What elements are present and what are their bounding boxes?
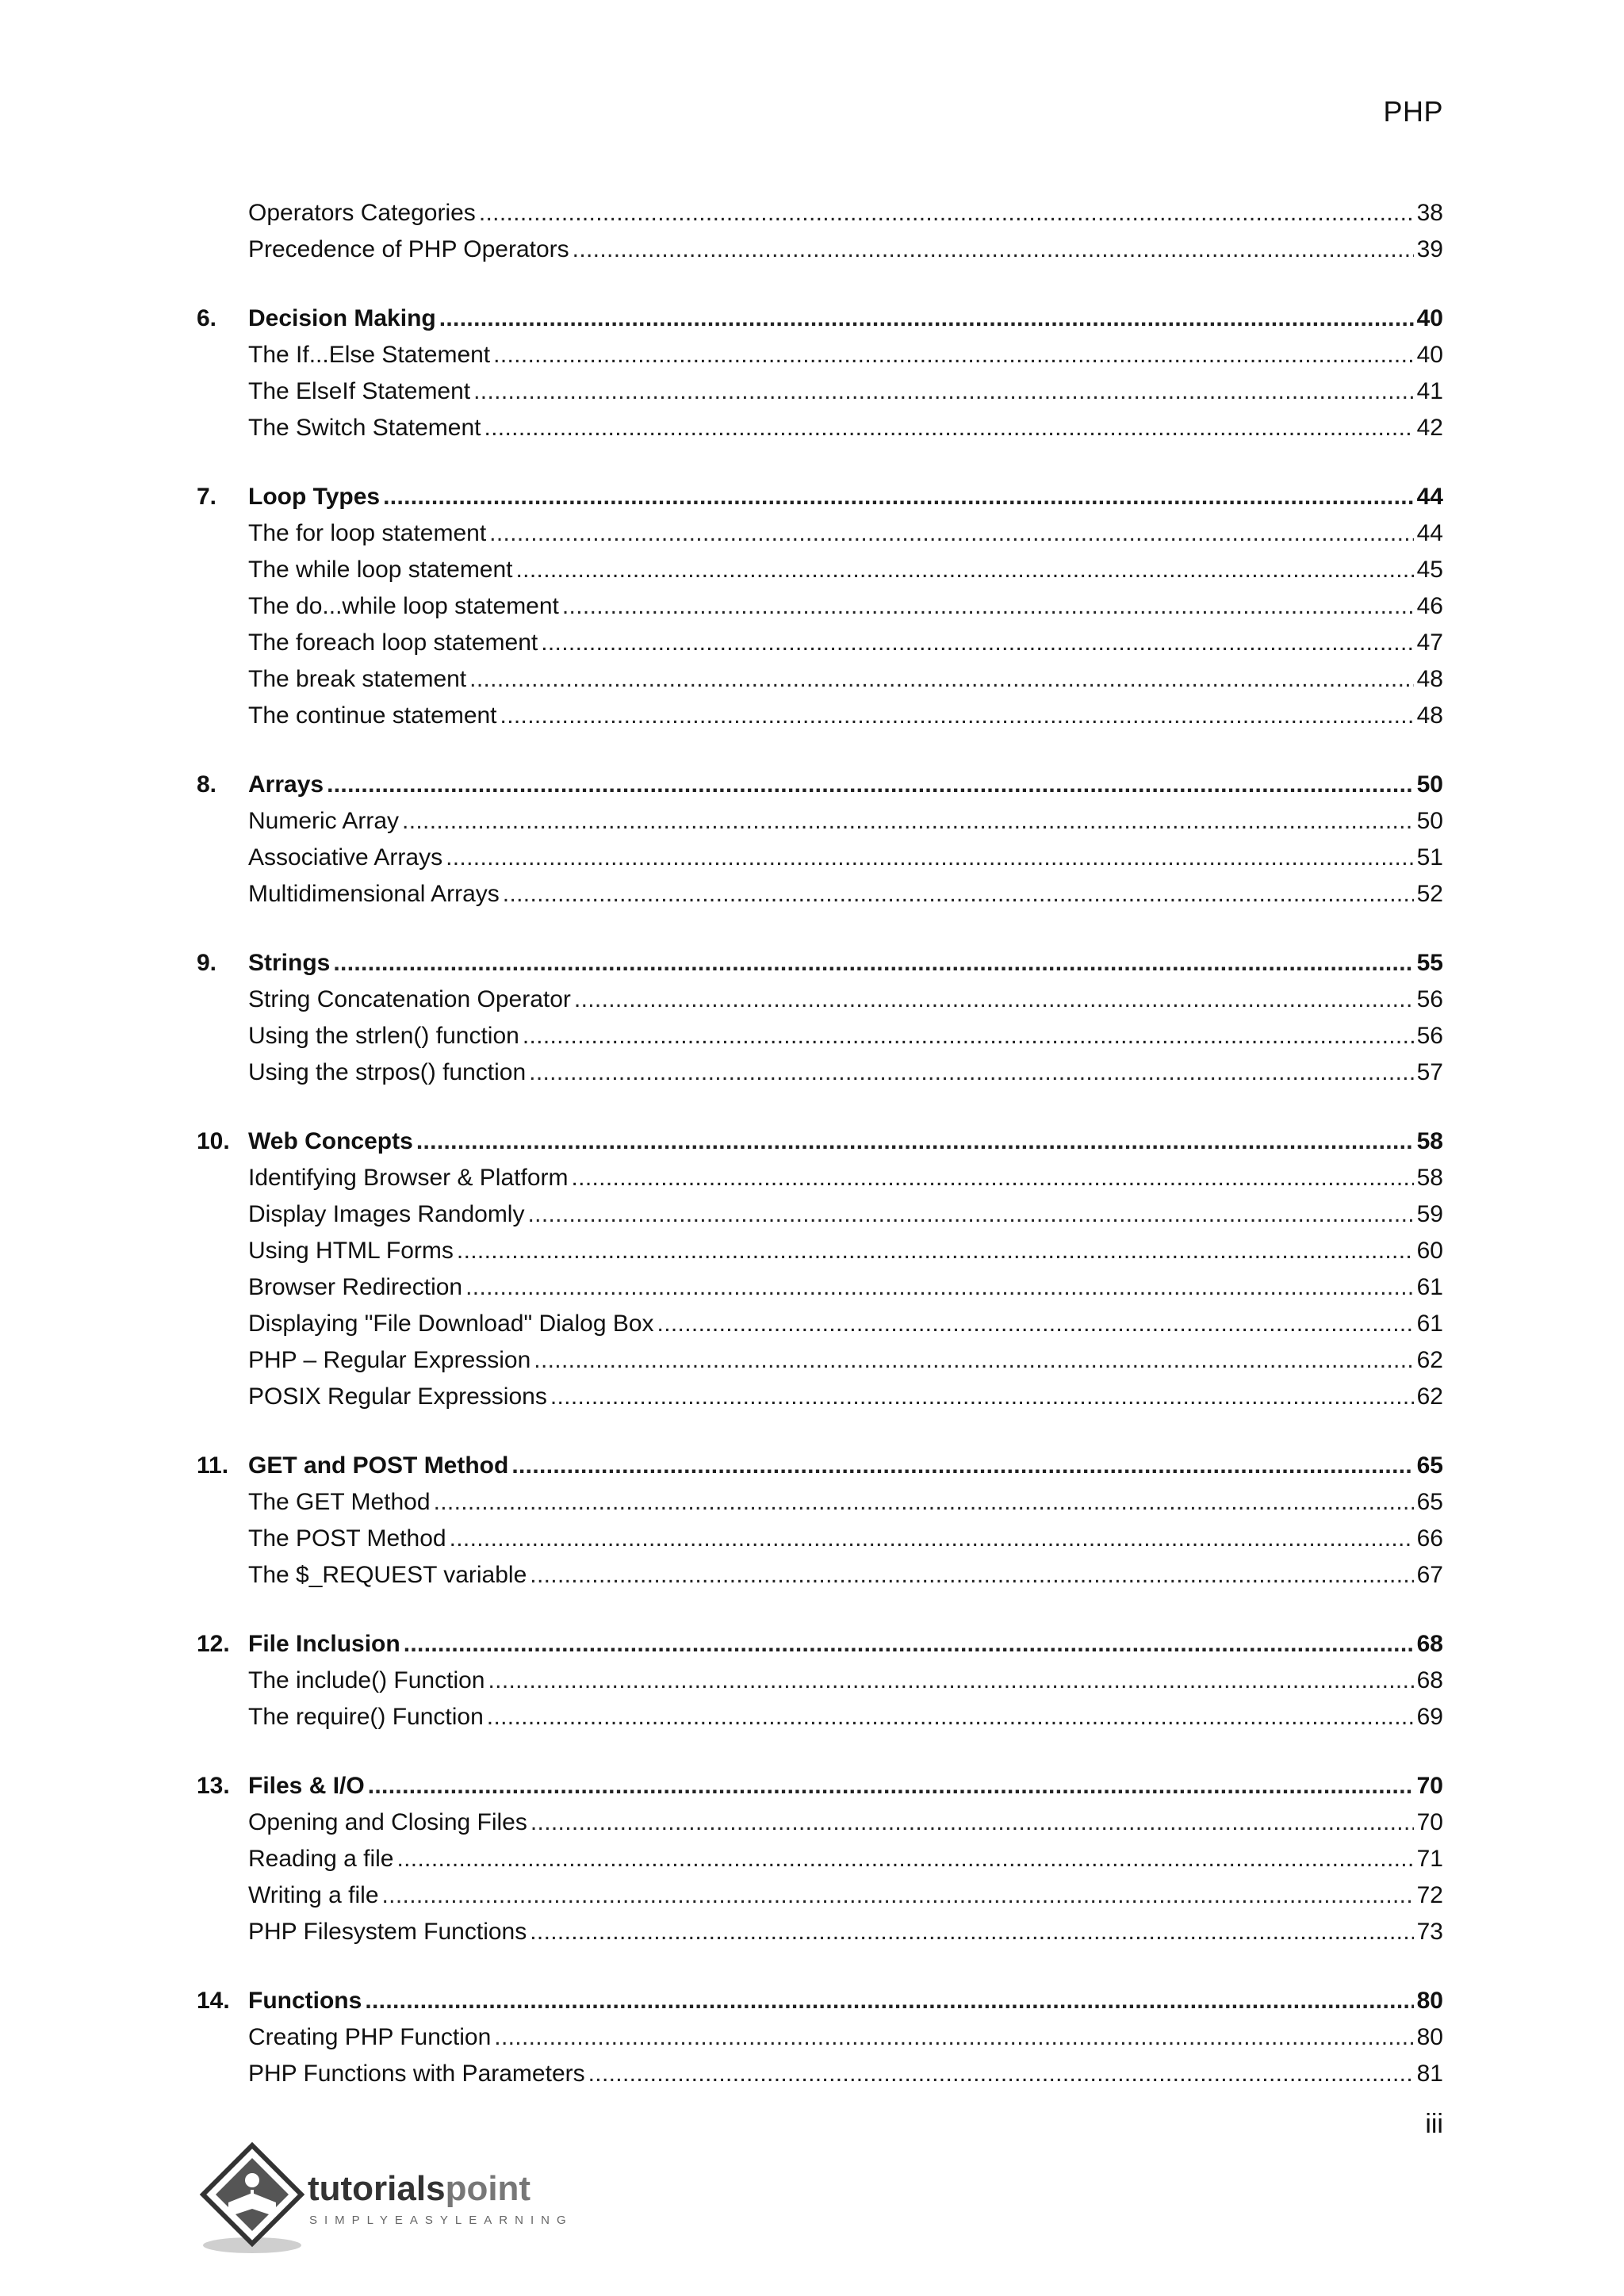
entry-title: Displaying "File Download" Dialog Box: [248, 1311, 654, 1337]
entry-title: Using HTML Forms: [248, 1238, 454, 1264]
dot-leader: [488, 1663, 1413, 1699]
dot-leader: [439, 300, 1414, 337]
entry-title: Using the strpos() function: [248, 1059, 527, 1085]
dot-leader: [402, 803, 1414, 840]
entry-title: Operators Categories: [248, 200, 476, 226]
toc-section-entry[interactable]: [197, 1877, 1443, 1914]
dot-leader: [530, 1804, 1414, 1841]
entry-page-number: 58: [1416, 1165, 1443, 1191]
toc-section-entry[interactable]: [197, 1306, 1443, 1342]
tutorialspoint-logo: [197, 2141, 609, 2260]
toc-section-entry[interactable]: [197, 1054, 1443, 1091]
dot-leader: [550, 1379, 1414, 1415]
entry-page-number: 52: [1416, 881, 1443, 907]
section-gap: [197, 1415, 1443, 1448]
section-gap: [197, 446, 1443, 479]
entry-title: String Concatenation Operator: [248, 986, 571, 1012]
entry-title: The for loop statement: [248, 520, 487, 546]
running-header: PHP: [1383, 95, 1443, 128]
dot-leader: [434, 1484, 1414, 1521]
entry-title: Writing a file: [248, 1882, 379, 1908]
entry-page-number: 55: [1416, 950, 1443, 976]
toc-section-entry[interactable]: [197, 195, 1443, 232]
entry-page-number: 60: [1416, 1238, 1443, 1264]
dot-leader: [500, 698, 1414, 734]
entry-page-number: 39: [1416, 236, 1443, 262]
chapter-number: 14.: [197, 1988, 230, 2014]
toc-section-entry[interactable]: [197, 661, 1443, 698]
entry-title: Opening and Closing Files: [248, 1809, 527, 1835]
dot-leader: [365, 1983, 1413, 2019]
dot-leader: [484, 410, 1413, 446]
dot-leader: [383, 479, 1414, 515]
entry-title: GET and POST Method: [248, 1452, 509, 1479]
entry-page-number: 48: [1416, 666, 1443, 692]
entry-title: Multidimensional Arrays: [248, 881, 500, 907]
entry-page-number: 68: [1416, 1631, 1443, 1657]
toc-section-entry[interactable]: [197, 515, 1443, 552]
entry-page-number: 47: [1416, 629, 1443, 656]
toc-chapter-entry[interactable]: [197, 945, 1443, 982]
entry-page-number: 45: [1416, 557, 1443, 583]
entry-page-number: 71: [1416, 1846, 1443, 1872]
toc-section-entry[interactable]: [197, 625, 1443, 661]
toc-section-entry[interactable]: [197, 1804, 1443, 1841]
dot-leader: [396, 1841, 1413, 1877]
entry-title: The GET Method: [248, 1489, 431, 1515]
entry-page-number: 65: [1416, 1452, 1443, 1479]
toc-section-entry[interactable]: [197, 1484, 1443, 1521]
entry-title: Files & I/O: [248, 1773, 365, 1799]
toc-section-entry[interactable]: [197, 876, 1443, 913]
chapter-number: 8.: [197, 771, 217, 798]
entry-page-number: 80: [1416, 1988, 1443, 2014]
toc-section-entry[interactable]: [197, 1841, 1443, 1877]
entry-title: The Switch Statement: [248, 415, 481, 441]
entry-title: The do...while loop statement: [248, 593, 559, 619]
entry-page-number: 80: [1416, 2024, 1443, 2050]
dot-leader: [529, 1054, 1413, 1091]
dot-leader: [489, 515, 1413, 552]
toc-chapter-entry[interactable]: [197, 479, 1443, 515]
entry-page-number: 51: [1416, 844, 1443, 871]
entry-page-number: 57: [1416, 1059, 1443, 1085]
toc-chapter-entry[interactable]: [197, 300, 1443, 337]
dot-leader: [503, 876, 1414, 913]
toc-section-entry[interactable]: [197, 1018, 1443, 1054]
entry-title: Reading a file: [248, 1846, 394, 1872]
entry-page-number: 59: [1416, 1201, 1443, 1227]
chapter-number: 11.: [197, 1452, 229, 1479]
entry-page-number: 50: [1416, 771, 1443, 798]
entry-title: Browser Redirection: [248, 1274, 463, 1300]
dot-leader: [404, 1626, 1414, 1663]
toc-section-entry[interactable]: [197, 552, 1443, 588]
logo-text-tutorials: tutorials: [308, 2169, 446, 2208]
entry-page-number: 81: [1416, 2061, 1443, 2087]
dot-leader: [572, 1160, 1414, 1196]
toc-section-entry[interactable]: [197, 1233, 1443, 1269]
toc-section-entry[interactable]: [197, 1521, 1443, 1557]
entry-title: Functions: [248, 1988, 362, 2014]
entry-title: Numeric Array: [248, 808, 400, 834]
dot-leader: [657, 1306, 1414, 1342]
table-of-contents: [197, 195, 1443, 2092]
entry-page-number: 67: [1416, 1562, 1443, 1588]
logo-wordmark: [308, 2169, 530, 2209]
toc-section-entry[interactable]: [197, 232, 1443, 268]
entry-page-number: 50: [1416, 808, 1443, 834]
entry-page-number: 48: [1416, 702, 1443, 729]
toc-section-entry[interactable]: [197, 1557, 1443, 1594]
entry-title: Creating PHP Function: [248, 2024, 492, 2050]
dot-leader: [541, 625, 1413, 661]
toc-chapter-entry[interactable]: [197, 1448, 1443, 1484]
entry-page-number: 61: [1416, 1274, 1443, 1300]
entry-title: PHP Filesystem Functions: [248, 1919, 527, 1945]
entry-page-number: 69: [1416, 1704, 1443, 1730]
toc-section-entry[interactable]: [197, 840, 1443, 876]
toc-section-entry[interactable]: [197, 373, 1443, 410]
entry-title: Arrays: [248, 771, 324, 798]
chapter-number: 13.: [197, 1773, 230, 1799]
entry-page-number: 40: [1416, 305, 1443, 331]
entry-page-number: 62: [1416, 1347, 1443, 1373]
entry-title: The POST Method: [248, 1525, 446, 1552]
dot-leader: [516, 552, 1414, 588]
entry-title: Identifying Browser & Platform: [248, 1165, 569, 1191]
page-number: iii: [1425, 2109, 1443, 2139]
entry-page-number: 42: [1416, 415, 1443, 441]
toc-section-entry[interactable]: [197, 1699, 1443, 1735]
chapter-number: 6.: [197, 305, 217, 331]
dot-leader: [573, 232, 1414, 268]
entry-title: PHP – Regular Expression: [248, 1347, 531, 1373]
dot-leader: [511, 1448, 1413, 1484]
section-gap: [197, 1735, 1443, 1768]
entry-page-number: 72: [1416, 1882, 1443, 1908]
toc-chapter-entry[interactable]: [197, 1768, 1443, 1804]
dot-leader: [382, 1877, 1414, 1914]
chapter-number: 10.: [197, 1128, 230, 1154]
entry-title: The If...Else Statement: [248, 342, 491, 368]
toc-chapter-entry[interactable]: [197, 1626, 1443, 1663]
toc-chapter-entry[interactable]: [197, 1983, 1443, 2019]
dot-leader: [530, 1557, 1413, 1594]
entry-page-number: 40: [1416, 342, 1443, 368]
entry-page-number: 73: [1416, 1919, 1443, 1945]
entry-title: Web Concepts: [248, 1128, 413, 1154]
toc-section-entry[interactable]: [197, 803, 1443, 840]
dot-leader: [574, 982, 1414, 1018]
toc-section-entry[interactable]: [197, 2019, 1443, 2056]
entry-page-number: 58: [1416, 1128, 1443, 1154]
entry-page-number: 44: [1416, 484, 1443, 510]
dot-leader: [523, 1018, 1414, 1054]
entry-title: The include() Function: [248, 1667, 485, 1693]
entry-page-number: 70: [1416, 1773, 1443, 1799]
entry-title: Strings: [248, 950, 331, 976]
dot-leader: [446, 840, 1414, 876]
section-gap: [197, 1594, 1443, 1626]
logo-emblem-icon: [197, 2141, 308, 2260]
section-gap: [197, 913, 1443, 945]
dot-leader: [416, 1123, 1414, 1160]
section-gap: [197, 268, 1443, 300]
chapter-number: 7.: [197, 484, 217, 510]
entry-title: Using the strlen() function: [248, 1023, 519, 1049]
entry-title: Display Images Randomly: [248, 1201, 525, 1227]
entry-page-number: 70: [1416, 1809, 1443, 1835]
toc-section-entry[interactable]: [197, 1379, 1443, 1415]
dot-leader: [534, 1342, 1413, 1379]
logo-tagline: SIMPLYEASYLEARNING: [309, 2214, 573, 2227]
toc-section-entry[interactable]: [197, 1663, 1443, 1699]
dot-leader: [588, 2056, 1414, 2092]
toc-section-entry[interactable]: [197, 1342, 1443, 1379]
entry-title: The ElseIf Statement: [248, 378, 471, 404]
entry-title: The continue statement: [248, 702, 497, 729]
entry-page-number: 41: [1416, 378, 1443, 404]
dot-leader: [527, 1196, 1413, 1233]
entry-title: Precedence of PHP Operators: [248, 236, 569, 262]
dot-leader: [562, 588, 1414, 625]
toc-section-entry[interactable]: [197, 410, 1443, 446]
entry-title: The foreach loop statement: [248, 629, 538, 656]
entry-page-number: 65: [1416, 1489, 1443, 1515]
entry-title: The $_REQUEST variable: [248, 1562, 527, 1588]
chapter-number: 9.: [197, 950, 217, 976]
dot-leader: [479, 195, 1414, 232]
entry-title: Decision Making: [248, 305, 436, 331]
dot-leader: [333, 945, 1413, 982]
dot-leader: [465, 1269, 1414, 1306]
entry-page-number: 46: [1416, 593, 1443, 619]
toc-section-entry[interactable]: [197, 1160, 1443, 1196]
chapter-number: 12.: [197, 1631, 230, 1657]
dot-leader: [494, 2019, 1413, 2056]
toc-section-entry[interactable]: [197, 982, 1443, 1018]
entry-page-number: 68: [1416, 1667, 1443, 1693]
entry-title: The while loop statement: [248, 557, 513, 583]
section-gap: [197, 734, 1443, 767]
section-gap: [197, 1091, 1443, 1123]
toc-section-entry[interactable]: [197, 337, 1443, 373]
entry-title: The break statement: [248, 666, 467, 692]
entry-title: PHP Functions with Parameters: [248, 2061, 585, 2087]
dot-leader: [327, 767, 1414, 803]
toc-section-entry[interactable]: [197, 1196, 1443, 1233]
entry-page-number: 66: [1416, 1525, 1443, 1552]
entry-title: Associative Arrays: [248, 844, 443, 871]
dot-leader: [493, 337, 1413, 373]
entry-page-number: 56: [1416, 1023, 1443, 1049]
entry-title: Loop Types: [248, 484, 381, 510]
dot-leader: [487, 1699, 1414, 1735]
toc-chapter-entry[interactable]: [197, 767, 1443, 803]
entry-title: POSIX Regular Expressions: [248, 1383, 547, 1410]
entry-page-number: 56: [1416, 986, 1443, 1012]
entry-page-number: 62: [1416, 1383, 1443, 1410]
section-gap: [197, 1950, 1443, 1983]
toc-section-entry[interactable]: [197, 588, 1443, 625]
dot-leader: [469, 661, 1413, 698]
toc-chapter-entry[interactable]: [197, 1123, 1443, 1160]
dot-leader: [457, 1233, 1414, 1269]
dot-leader: [530, 1914, 1413, 1950]
toc-section-entry[interactable]: [197, 698, 1443, 734]
toc-section-entry[interactable]: [197, 2056, 1443, 2092]
entry-page-number: 38: [1416, 200, 1443, 226]
dot-leader: [450, 1521, 1414, 1557]
entry-title: The require() Function: [248, 1704, 484, 1730]
logo-text-point: point: [445, 2169, 531, 2208]
entry-page-number: 44: [1416, 520, 1443, 546]
toc-section-entry[interactable]: [197, 1269, 1443, 1306]
dot-leader: [473, 373, 1413, 410]
entry-page-number: 61: [1416, 1311, 1443, 1337]
dot-leader: [368, 1768, 1414, 1804]
toc-section-entry[interactable]: [197, 1914, 1443, 1950]
entry-title: File Inclusion: [248, 1631, 400, 1657]
